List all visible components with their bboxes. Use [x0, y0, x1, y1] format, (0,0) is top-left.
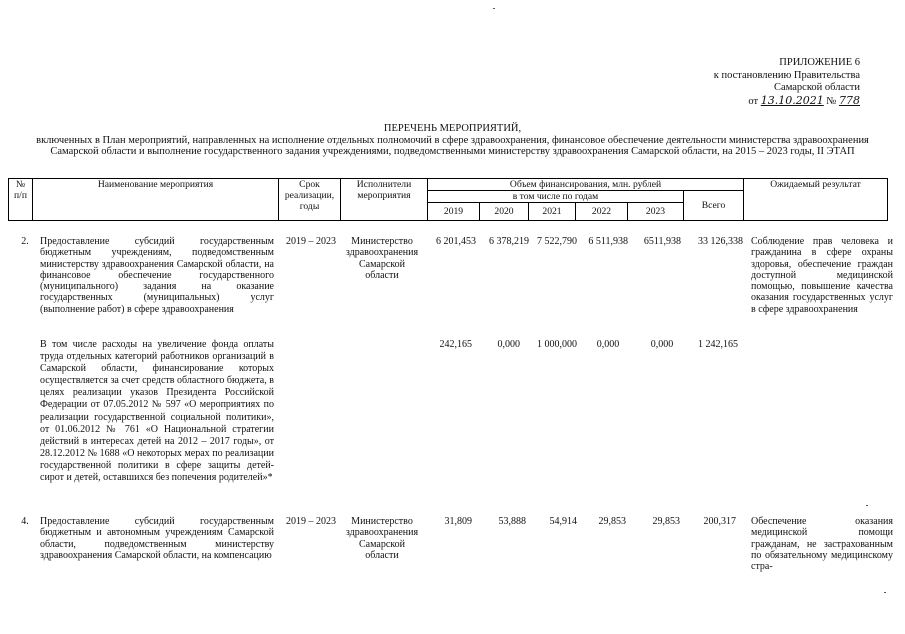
- handwritten-date: 13.10.2021: [760, 93, 824, 107]
- header-executors: Исполнители мероприятия: [341, 179, 428, 221]
- row-period: 2019 – 2023: [286, 516, 336, 527]
- row-number: 2.: [21, 236, 29, 247]
- appendix-line-2: Самарской области: [774, 82, 860, 93]
- measures-table-header: [8, 178, 888, 221]
- heading-line-1: включенных в План мероприятий, направленных на исполнение отдельных полномочий в сфере здравоохранения, финансовое обеспечение деятельности министерства здравоохранения: [36, 134, 869, 146]
- header-year: 2019: [428, 203, 480, 221]
- row-value-2023: 0,000: [650, 339, 674, 350]
- header-name: Наименование мероприятия: [33, 179, 279, 221]
- row-value-2019: 242,165: [439, 339, 472, 350]
- header-year: 2021: [529, 203, 576, 221]
- appendix-title: ПРИЛОЖЕНИЕ 6: [779, 57, 860, 68]
- row-executor: Министерство здравоохранения Самарской области: [345, 516, 419, 561]
- row-number: 4.: [21, 516, 29, 527]
- date-prefix: от: [748, 95, 759, 107]
- row-name: Предоставление субсидий государственным бюджетным учреждениям, подведомственным министерству здравоохранения Самарской области, на финансовое обеспечение государственного (муниципального) задания на оказание государственных (муниципальных) услуг (выполнение работ) в сфере здравоохранения: [40, 236, 274, 315]
- row-value-2020: 0,000: [497, 339, 520, 350]
- row-value-2021: 54,914: [549, 516, 577, 527]
- row-value-2021: 1 000,000: [537, 339, 577, 350]
- heading-line-2: Самарской области и выполнение государственного задания учреждениями, подведомственными министерству здравоохранения Самарской области, на 2015 – 2023 годы, II ЭТАП: [50, 146, 855, 157]
- row-total: 200,317: [703, 516, 736, 527]
- handwritten-number: 778: [839, 93, 860, 107]
- row-result: Обеспечение оказания медицинской помощи гражданам, не застрахованным по обязательному медицинскому стра-: [751, 516, 893, 573]
- header-year: 2022: [576, 203, 628, 221]
- appendix-date-line: [660, 95, 860, 109]
- appendix-line-1: к постановлению Правительства: [713, 69, 860, 81]
- header-year: 2020: [480, 203, 529, 221]
- header-by-years: в том числе по годам: [428, 191, 684, 203]
- row-value-2020: 6 378,219: [489, 236, 529, 247]
- row-value-2022: 0,000: [596, 339, 620, 350]
- header-total: Всего: [684, 191, 744, 221]
- row-value-2023: 29,853: [652, 516, 680, 527]
- row-total: 33 126,338: [698, 236, 743, 247]
- header-result: Ожидаемый результат: [744, 179, 888, 221]
- scan-speck: [866, 505, 868, 506]
- row-value-2019: 6 201,453: [436, 236, 476, 247]
- row-name: В том числе расходы на увеличение фонда оплаты труда отдельных категорий работников организаций в Самарской области, финансирование которых осуществляется за счет средств областного бюджета, в целях реализации указов Президента Российской Федерации от 07.05.2012 № 597 «О мероприятиях по реализации государственной социальной политики», от 01.06.2012 № 761 «О Национальной стратегии действий в интересах детей на 2012 – 2017 годы», от 28.12.2012 № 1688 «О некоторых мерах по реализации государственной политики в сфере защиты детей-сирот и детей, оставшихся без попечения родителей»*: [40, 339, 274, 484]
- heading-title: ПЕРЕЧЕНЬ МЕРОПРИЯТИЙ,: [383, 123, 522, 134]
- header-num: № п/п: [9, 179, 33, 221]
- row-value-2021: 7 522,790: [537, 236, 577, 247]
- row-value-2022: 6 511,938: [588, 236, 628, 247]
- header-year: 2023: [628, 203, 684, 221]
- row-value-2019: 31,809: [444, 516, 472, 527]
- row-result: Соблюдение прав человека и гражданина в сфере охраны здоровья, обеспечение граждан доступной медицинской помощью, повышение качества оказания государственных услуг в сфере здравоохранения: [751, 236, 893, 315]
- appendix-block: [660, 57, 860, 108]
- row-value-2020: 53,888: [498, 516, 526, 527]
- row-executor: Министерство здравоохранения Самарской области: [345, 236, 419, 281]
- header-funding: Объем финансирования, млн. рублей: [428, 179, 744, 191]
- row-value-2023: 6511,938: [643, 236, 681, 247]
- number-prefix: №: [826, 95, 837, 107]
- row-total: 1 242,165: [698, 339, 738, 350]
- header-period: Срок реализации, годы: [279, 179, 341, 221]
- scan-speck: [884, 592, 886, 593]
- row-period: 2019 – 2023: [286, 236, 336, 247]
- scan-speck: [493, 8, 495, 9]
- row-name: Предоставление субсидий государственным бюджетным и автономным учреждениям Самарской области, подведомственным министерству здравоохранения Самарской области, на компенсацию: [40, 516, 274, 561]
- row-value-2022: 29,853: [598, 516, 626, 527]
- document-heading: [0, 123, 905, 158]
